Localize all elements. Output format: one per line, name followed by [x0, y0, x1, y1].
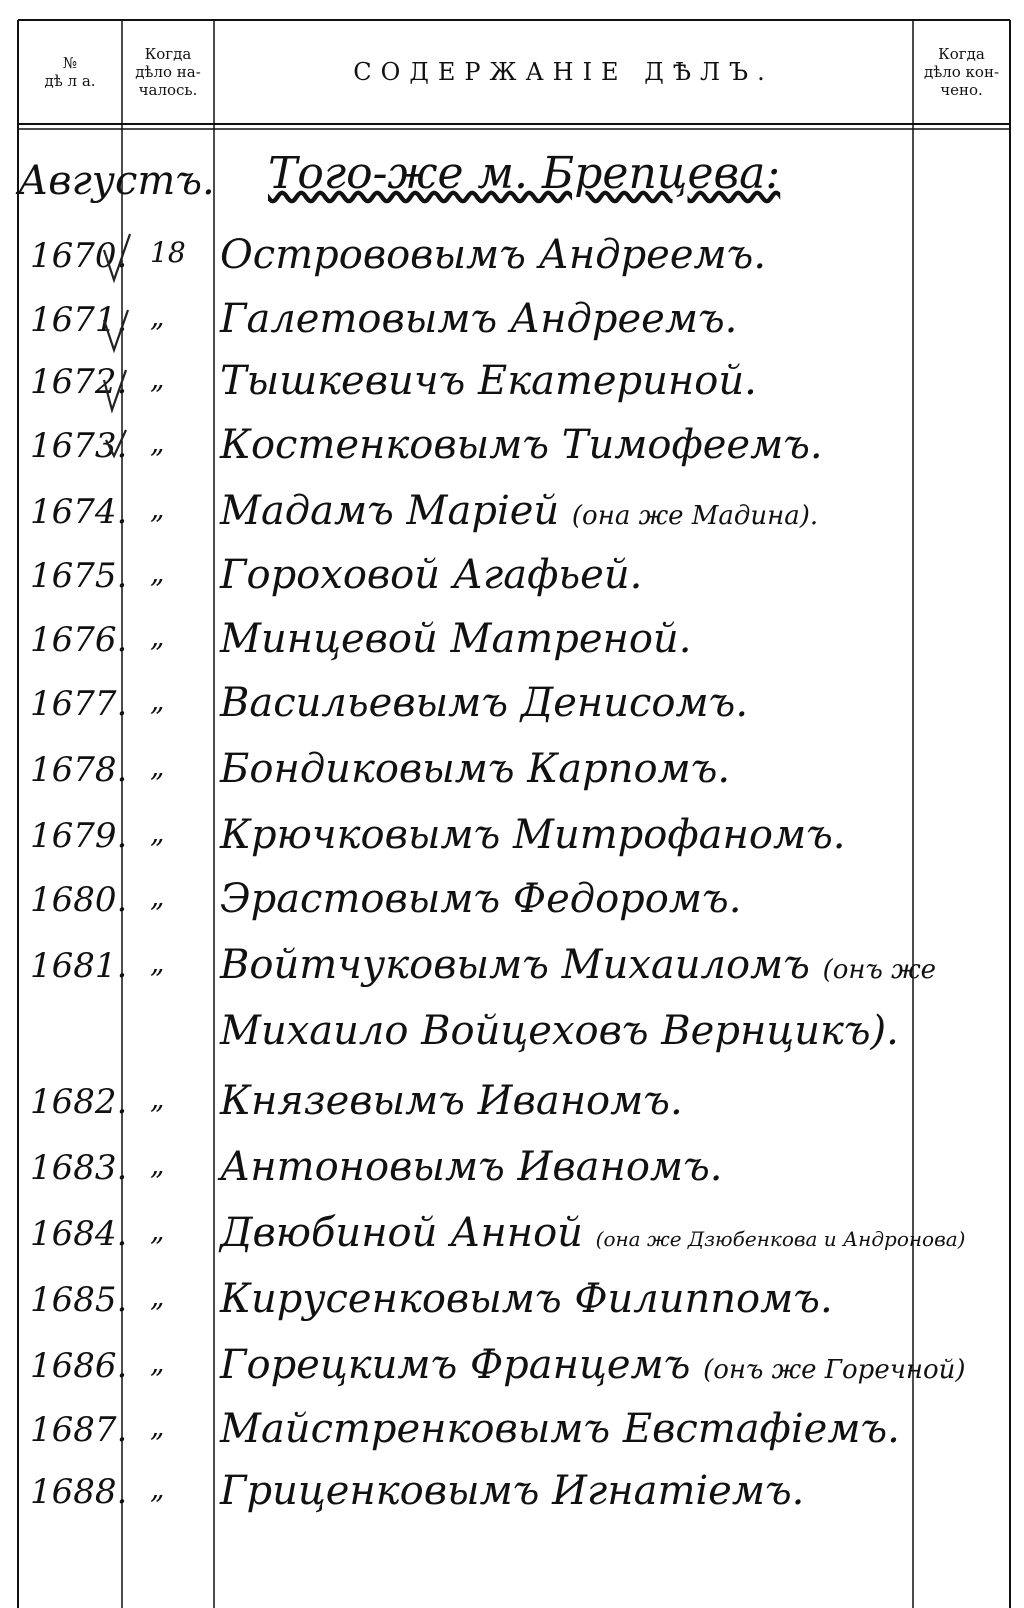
- header-start-date: Когда дѣло на- чалось.: [135, 45, 201, 99]
- case-number: 1681.: [30, 946, 128, 986]
- start-day: „: [150, 946, 165, 979]
- start-day: „: [150, 1472, 165, 1505]
- start-day: „: [150, 1082, 165, 1115]
- section-heading: [18, 148, 918, 208]
- case-content: Князевымъ Иваномъ.: [220, 1078, 683, 1124]
- case-content: Горецкимъ Францемъ (онъ же Горечной): [220, 1342, 966, 1388]
- case-number: 1686.: [30, 1346, 128, 1386]
- start-day: 18: [150, 236, 186, 269]
- entry-row: [0, 228, 1000, 288]
- entry-row: [0, 808, 1000, 868]
- start-day: „: [150, 750, 165, 783]
- start-day: „: [150, 1346, 165, 1379]
- start-day: „: [150, 1148, 165, 1181]
- case-content: Антоновымъ Иваномъ.: [220, 1144, 723, 1190]
- start-day: „: [150, 1410, 165, 1443]
- entry-row: [0, 1402, 1000, 1462]
- month-label: Августъ.: [18, 158, 215, 204]
- entry-row: [0, 1464, 1000, 1524]
- case-number: 1688.: [30, 1472, 128, 1512]
- entry-row: [0, 676, 1000, 736]
- section-title: Того-же м. Брепцева:: [268, 148, 781, 199]
- case-number: 1674.: [30, 492, 128, 532]
- case-content: Эрастовымъ Федоромъ.: [220, 876, 742, 922]
- case-number: 1677.: [30, 684, 128, 724]
- start-day: „: [150, 556, 165, 589]
- start-day: „: [150, 362, 165, 395]
- case-number: 1679.: [30, 816, 128, 856]
- case-number: 1683.: [30, 1148, 128, 1188]
- start-day: „: [150, 300, 165, 333]
- case-number: 1680.: [30, 880, 128, 920]
- entry-row: [0, 1004, 1000, 1064]
- entry-row: [0, 418, 1000, 478]
- entry-row: [0, 548, 1000, 608]
- check-marks: [100, 230, 140, 460]
- case-content: Мадамъ Маріей (она же Мадина).: [220, 488, 819, 534]
- start-day: „: [150, 1214, 165, 1247]
- header-contents: СОДЕРЖАНІЕ ДѢЛЪ.: [353, 58, 774, 86]
- case-number: 1685.: [30, 1280, 128, 1320]
- entry-row: [0, 1206, 1000, 1266]
- case-content: Васильевымъ Денисомъ.: [220, 680, 749, 726]
- start-day: „: [150, 816, 165, 849]
- case-number: 1684.: [30, 1214, 128, 1254]
- case-note: (онъ же Горечной): [703, 1355, 966, 1385]
- entry-row: [0, 872, 1000, 932]
- case-number: 1678.: [30, 750, 128, 790]
- entry-row: [0, 1074, 1000, 1134]
- case-number: 1687.: [30, 1410, 128, 1450]
- case-content: Крючковымъ Митрофаномъ.: [220, 812, 846, 858]
- case-number: 1673.: [30, 426, 128, 466]
- start-day: „: [150, 684, 165, 717]
- entry-row: [0, 1338, 1000, 1398]
- case-number: 1682.: [30, 1082, 128, 1122]
- entry-row: [0, 938, 1000, 998]
- start-day: „: [150, 620, 165, 653]
- case-number: 1675.: [30, 556, 128, 596]
- entry-row: [0, 484, 1000, 544]
- case-content: Гороховой Агафьей.: [220, 552, 643, 598]
- header-number: № дѣ л а.: [44, 54, 96, 90]
- case-content: Кирусенковымъ Филиппомъ.: [220, 1276, 833, 1322]
- entry-row: [0, 1140, 1000, 1200]
- case-note: (онъ же: [822, 955, 937, 985]
- case-number: 1672.: [30, 362, 128, 402]
- case-content: Майстренковымъ Евстафіемъ.: [220, 1406, 900, 1452]
- start-day: „: [150, 1280, 165, 1313]
- case-content: Двюбиной Анной (она же Дзюбенкова и Андронова): [220, 1210, 966, 1256]
- case-number: 1670.: [30, 236, 128, 276]
- entry-row: [0, 1272, 1000, 1332]
- entry-row: [0, 742, 1000, 802]
- entry-row: [0, 292, 1000, 352]
- start-day: „: [150, 492, 165, 525]
- case-content: Галетовымъ Андреемъ.: [220, 296, 738, 342]
- header-end-date: Когда дѣло кон- чено.: [923, 45, 1000, 99]
- case-content: Бондиковымъ Карпомъ.: [220, 746, 731, 792]
- start-day: „: [150, 426, 165, 459]
- case-note: (она же Мадина).: [571, 501, 819, 531]
- case-content: Острововымъ Андреемъ.: [220, 232, 767, 278]
- case-content: Михаило Войцеховъ Вернцикъ).: [220, 1008, 899, 1054]
- case-content: Гриценковымъ Игнатіемъ.: [220, 1468, 805, 1514]
- entry-row: [0, 354, 1000, 414]
- case-content: Минцевой Матреной.: [220, 616, 692, 662]
- case-note: (она же Дзюбенкова и Андронова): [595, 1227, 966, 1251]
- start-day: „: [150, 880, 165, 913]
- entry-row: [0, 612, 1000, 672]
- case-number: 1676.: [30, 620, 128, 660]
- case-number: 1671.: [30, 300, 128, 340]
- case-content: Костенковымъ Тимофеемъ.: [220, 422, 823, 468]
- case-content: Войтчуковымъ Михаиломъ (онъ же: [220, 942, 937, 988]
- case-content: Тышкевичъ Екатериной.: [220, 358, 757, 404]
